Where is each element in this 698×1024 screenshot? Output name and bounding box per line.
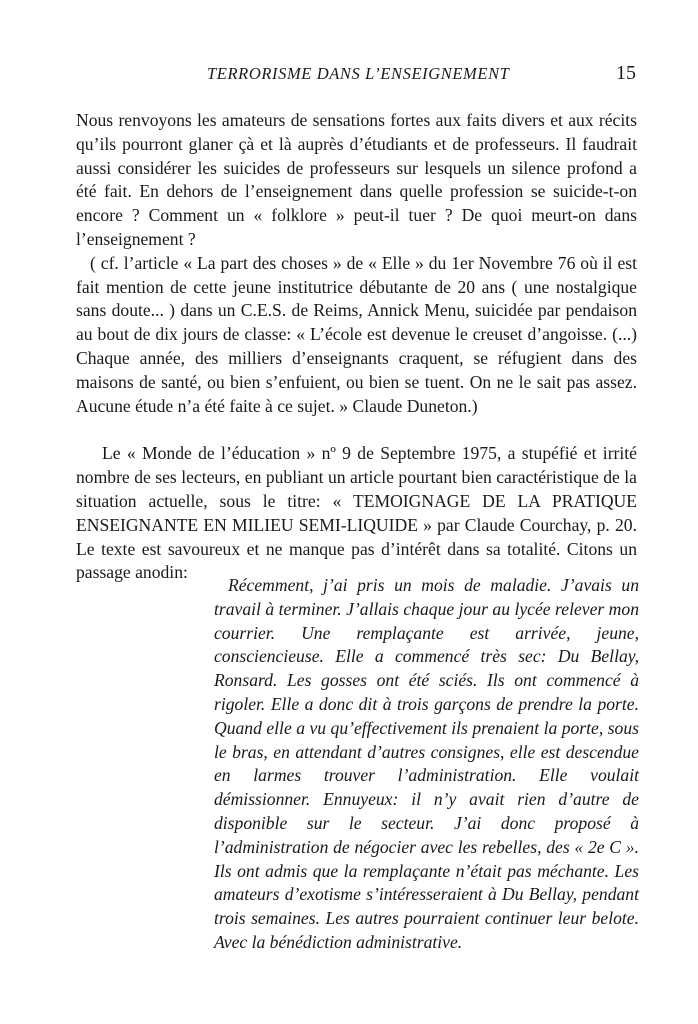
running-header [0, 64, 698, 88]
body-text [76, 109, 637, 585]
running-title: TERRORISME DANS L’ENSEIGNEMENT [207, 64, 510, 83]
block-quote: Récemment, j’ai pris un mois de maladie. J’avais un travail à terminer. J’allais chaque jour au lycée relever mon courrier. Une remplaçante est arrivée, jeune, consciencieuse. Elle a commencé très sec: Du Bellay, Ronsard. Les gosses ont été sciés. Ils ont commencé à rigoler. Elle a donc dit à trois garçons de prendre la porte. Quand elle a vu qu’effectivement ils prenaient la porte, sous le bras, en attendant d’autres consignes, elle est descendue en larmes trouver l’administration. Elle voulait démissionner. Ennuyeux: il n’y avait rien d’autre de disponible sur le secteur. J’ai donc proposé à l’administration de négocier avec les rebelles, des « 2e C ». Ils ont admis que la remplaçante n’était pas méchante. Les amateurs d’exotisme s’intéresseraient à Du Bellay, pendant trois semaines. Les autres pourraient continuer leur belote. Avec la bénédiction administrative. [214, 575, 639, 952]
paragraph-citation-elle: ( cf. l’article « La part des choses » de « Elle » du 1er Novembre 76 où il est fait mention de cette jeune institutrice débutante de 20 ans ( une nostalgique sans doute... ) dans un C.E.S. de Reims, Annick Menu, suicidée par pendaison au bout de dix jours de classe: « L’école est devenue le creuset d’angoisse. (...) Chaque année, des milliers d’enseignants craquent, se réfugient dans des maisons de santé, ou bien s’enfuient, ou bien se tuent. On ne le sait pas assez. Aucune étude n’a été faite à ce sujet. » Claude Duneton.) [76, 252, 637, 416]
paragraph-monde-education: Le « Monde de l’éducation » nº 9 de Septembre 1975, a stupéfié et irrité nombre de ses lecteurs, en publiant un article pourtant bien caractéristique de la situation actuelle, sous le titre: « TEMOIGNAGE DE LA PRATIQUE ENSEIGNANTE EN MILIEU SEMI-LIQUIDE » par Claude Courchay, p. 20. Le texte est savoureux et ne manque pas d’intérêt dans sa totalité. Citons un passage anodin: [76, 443, 637, 583]
paragraph-suicides: Nous renvoyons les amateurs de sensations fortes aux faits divers et aux récits qu’ils pourront glaner çà et là auprès d’étudiants et de professeurs. Il faudrait aussi considérer les suicides de professeurs sur lesquels un silence profond a été fait. En dehors de l’enseignement dans quelle profession se suicide-t-on encore ? Comment un « folklore » peut-il tuer ? De quoi meurt-on dans l’enseignement ? [76, 110, 637, 249]
page-number: 15 [616, 62, 636, 84]
